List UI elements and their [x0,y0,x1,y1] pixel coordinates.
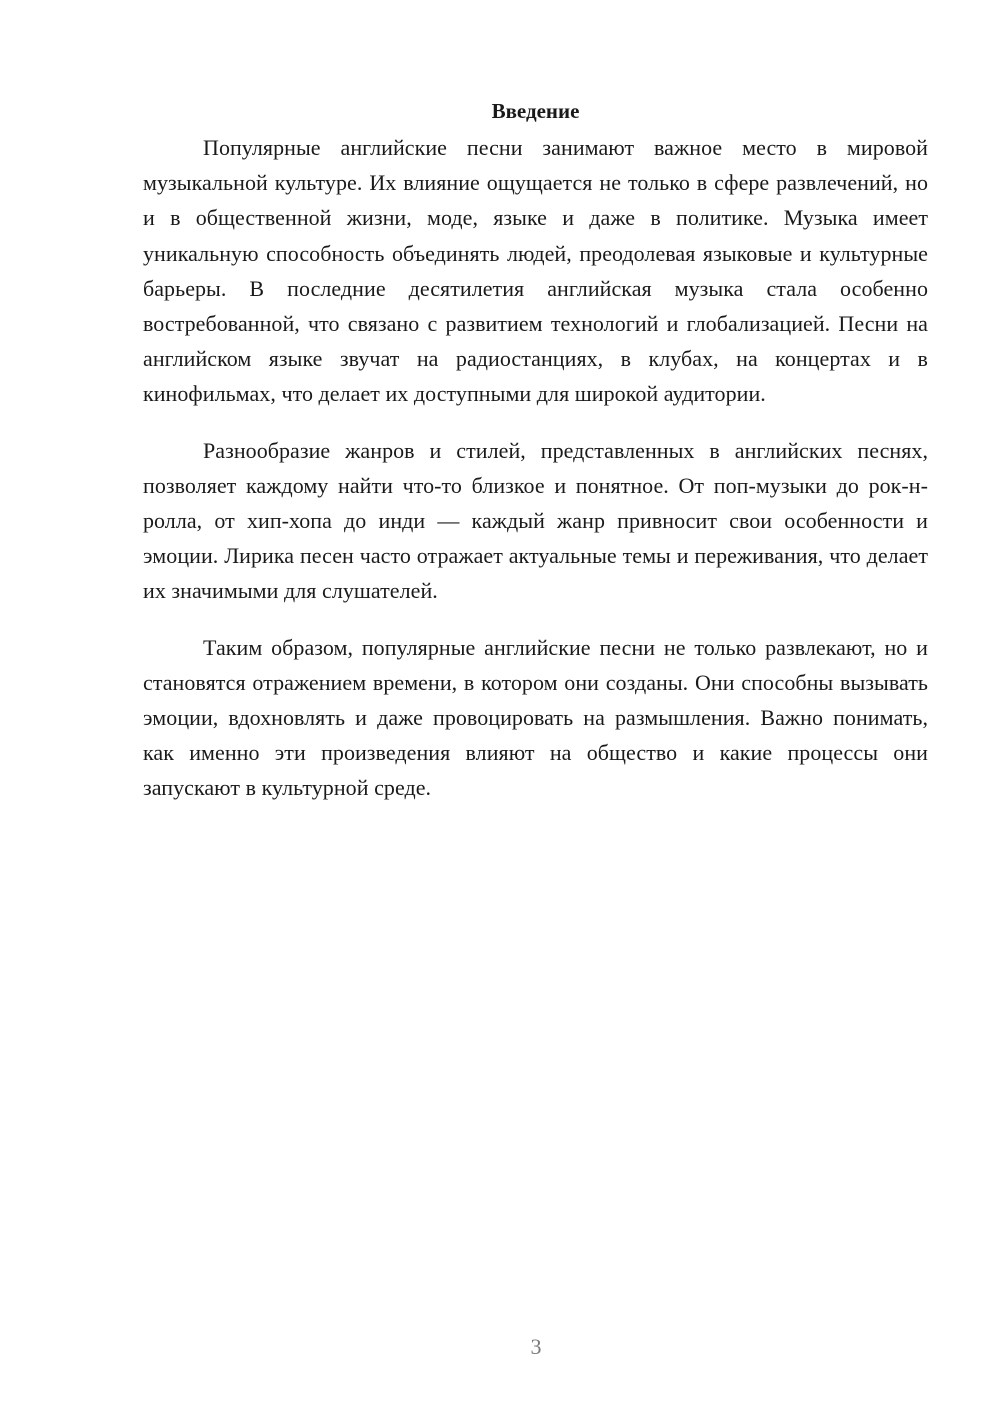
page-content [143,96,928,827]
paragraph-2: Разнообразие жанров и стилей, представленных в английских песнях, позволяет каждому найти что-то близкое и понятное. От поп-музыки до рок-н-ролла, от хип-хопа до инди — каждый жанр привносит свои особенности и эмоции. Лирика песен часто отражает актуальные темы и переживания, что делает их значимыми для слушателей. [143,437,928,604]
paragraph-3: Таким образом, популярные английские песни не только развлекают, но и становятся отражением времени, в котором они созданы. Они способны вызывать эмоции, вдохновлять и даже провоцировать на размышления. Важно понимать, как именно эти произведения влияют на общество и какие процессы они запускают в культурной среде. [143,634,928,801]
section-heading: Введение [491,99,580,123]
paragraph-1: Популярные английские песни занимают важное место в мировой музыкальной культуре. Их влияние ощущается не только в сфере развлечений, но и в общественной жизни, моде, языке и даже в политике. Музыка имеет уникальную способность объединять людей, преодолевая языковые и культурные барьеры. В последние десятилетия английская музыка стала особенно востребованной, что связано с развитием технологий и глобализацией. Песни на английском языке звучат на радиостанциях, в клубах, на концертах и в кинофильмах, что делает их доступными для широкой аудитории. [143,135,928,407]
page-number: 3 [530,1334,542,1359]
